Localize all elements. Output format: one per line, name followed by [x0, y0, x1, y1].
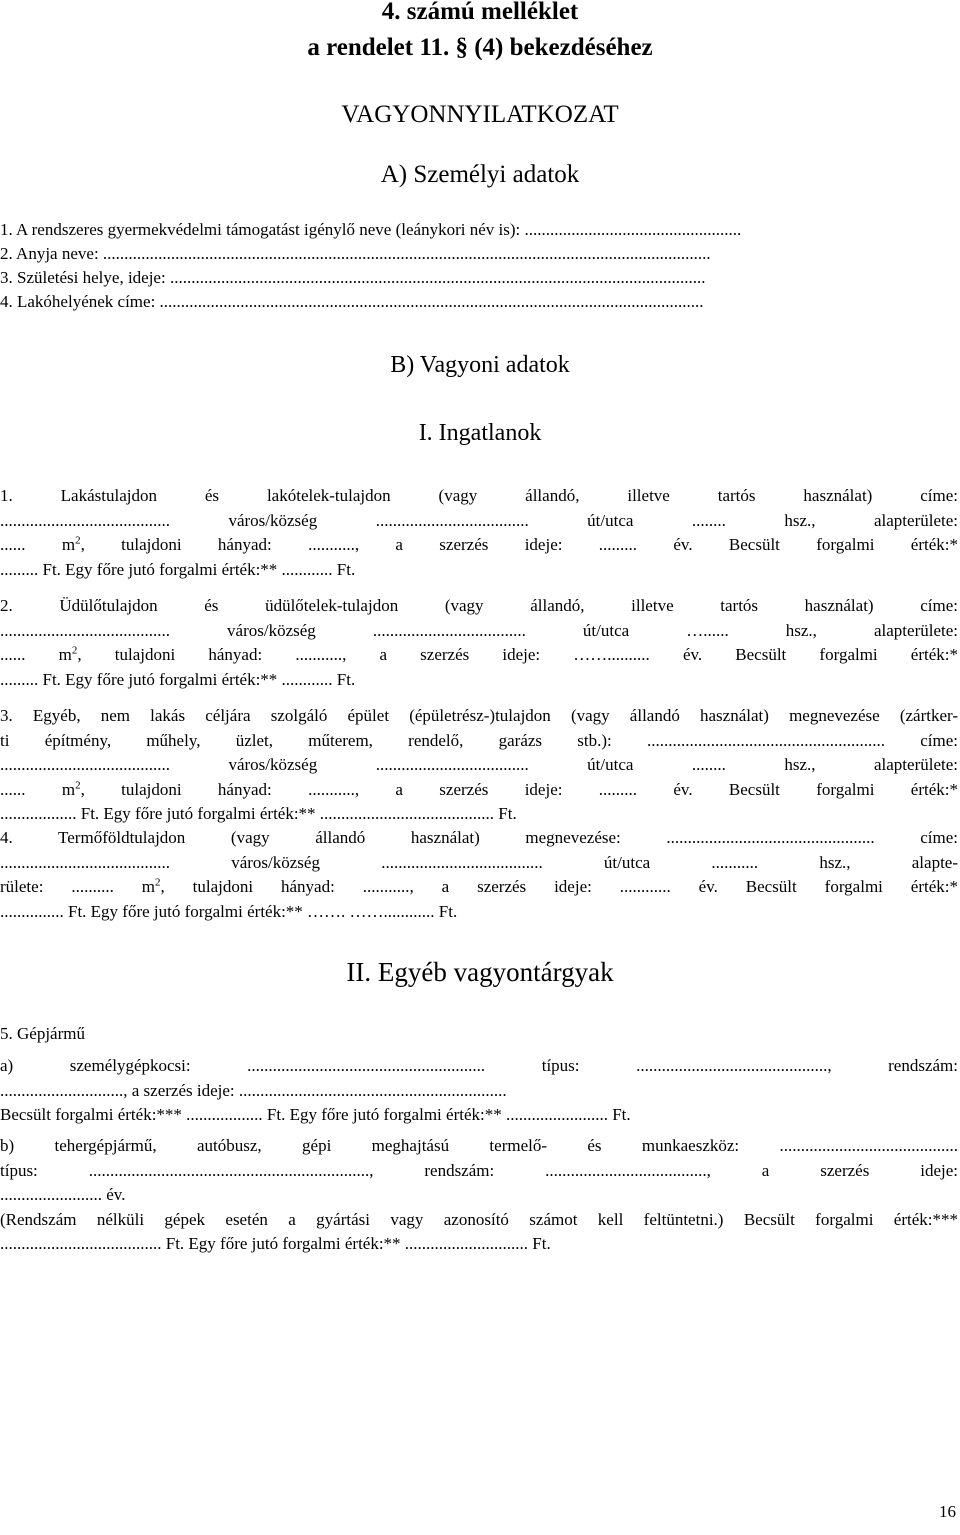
vehicle-b-line: b) tehergépjármű, autóbusz, gépi meghajtású termelő- és munkaeszköz: ..........................................: [0, 1136, 958, 1155]
real-estate-item-1: [0, 484, 958, 582]
vehicle-a-line: Becsült forgalmi érték:*** .................. Ft. Egy főre jutó forgalmi érték:** ........................ Ft.: [0, 1105, 631, 1124]
field-address: 4. Lakóhelyének címe: ................................................................................................................................: [0, 292, 704, 311]
item3-line: ti építmény, műhely, üzlet, műterem, rendelő, garázs stb.): ........................................................ címe:: [0, 730, 958, 750]
item2-line: ...... $m^2$, tulajdoni hányad: ..........., a szerzés ideje: …….......... év. Becsült forgalmi érték:*: [0, 644, 958, 664]
document-title: VAGYONNYILATKOZAT: [341, 101, 619, 128]
item3-line: .................. Ft. Egy főre jutó forgalmi érték:** ......................................... Ft.: [0, 804, 517, 823]
item1-line: ......... Ft. Egy főre jutó forgalmi érték:** ............ Ft.: [0, 559, 356, 579]
field-birth-place-date: 3. Születési helye, ideje: ..............................................................................................................................: [0, 268, 706, 287]
real-estate-item-2: [0, 594, 958, 692]
item4-line: rülete: .......... $m^2$, tulajdoni hányad: ..........., a szerzés ideje: ............ év. Becsült forgalmi érték:*: [0, 876, 958, 896]
section-b-heading: B) Vagyoni adatok: [390, 352, 570, 378]
vehicle-b-line: típus: .................................................................., rendszám: ......................................, a szerzés ideje:: [0, 1160, 958, 1180]
real-estate-heading: I. Ingatlanok: [418, 420, 542, 446]
real-estate-item-4: [0, 826, 958, 924]
vehicle-a-line: a) személygépkocsi: ........................................................ típus: ............................................., rendszám:: [0, 1056, 958, 1075]
item2-line: 2. Üdülőtulajdon és üdülőtelek-tulajdon (vagy állandó, illetve tartós használat) címe:: [0, 596, 958, 615]
item1-line: ...... $m^2$, tulajdoni hányad: ..........., a szerzés ideje: ......... év. Becsült forgalmi érték:*: [0, 534, 958, 554]
annex-title-line1: 4. számú melléklet: [381, 0, 579, 25]
item2-line: ......... Ft. Egy főre jutó forgalmi érték:** ............ Ft.: [0, 669, 356, 689]
other-assets-heading: II. Egyéb vagyontárgyak: [346, 957, 614, 987]
vehicle-item-a: [0, 1054, 958, 1128]
field-applicant-name: 1. A rendszeres gyermekvédelmi támogatást igénylő neve (leánykori név is): ...................................................: [0, 220, 742, 239]
item4-line: ........................................ város/község ...................................... út/utca ........... hsz., alapte-: [0, 852, 958, 872]
field-mother-name: 2. Anyja neve: ...............................................................................................................................................: [0, 244, 711, 263]
item1-line: ........................................ város/község .................................... út/utca ........ hsz., alapterülete:: [0, 510, 958, 530]
vehicle-b-line: ........................ év.: [0, 1185, 126, 1204]
item1-line: 1. Lakástulajdon és lakótelek-tulajdon (vagy állandó, illetve tartós használat) címe:: [0, 486, 958, 505]
section-a-heading: A) Személyi adatok: [380, 161, 580, 188]
vehicle-heading: 5. Gépjármű: [0, 1024, 85, 1043]
vehicle-b-line: ...................................... Ft. Egy főre jutó forgalmi érték:** ............................. Ft.: [0, 1234, 551, 1253]
page-number: 16: [939, 1502, 956, 1521]
item2-line: ........................................ város/község .................................... út/utca …...... hsz., alapterülete:: [0, 620, 958, 640]
annex-title-line2: a rendelet 11. § (4) bekezdéséhez: [307, 34, 653, 61]
item4-line: ............... Ft. Egy főre jutó forgalmi érték:** ……. ……............ Ft.: [0, 901, 458, 921]
item3-line: ........................................ város/község .................................... út/utca ........ hsz., alapterülete:: [0, 755, 958, 774]
item4-line: 4. Termőföldtulajdon (vagy állandó használat) megnevezése: ................................................. címe:: [0, 828, 958, 847]
item3-line: 3. Egyéb, nem lakás céljára szolgáló épület (épületrész-)tulajdon (vagy állandó használat) megnevezése (zártker-: [0, 706, 958, 725]
vehicle-item-b: [0, 1134, 958, 1257]
vehicle-b-line: (Rendszám nélküli gépek esetén a gyártási vagy azonosító számot kell feltüntetni.) Becsült forgalmi érték:***: [0, 1209, 958, 1229]
vehicle-a-line: ............................., a szerzés ideje: ...............................................................: [0, 1080, 507, 1100]
item3-line: ...... $m^2$, tulajdoni hányad: ..........., a szerzés ideje: ......... év. Becsült forgalmi érték:*: [0, 778, 958, 799]
real-estate-item-3: [0, 704, 958, 827]
